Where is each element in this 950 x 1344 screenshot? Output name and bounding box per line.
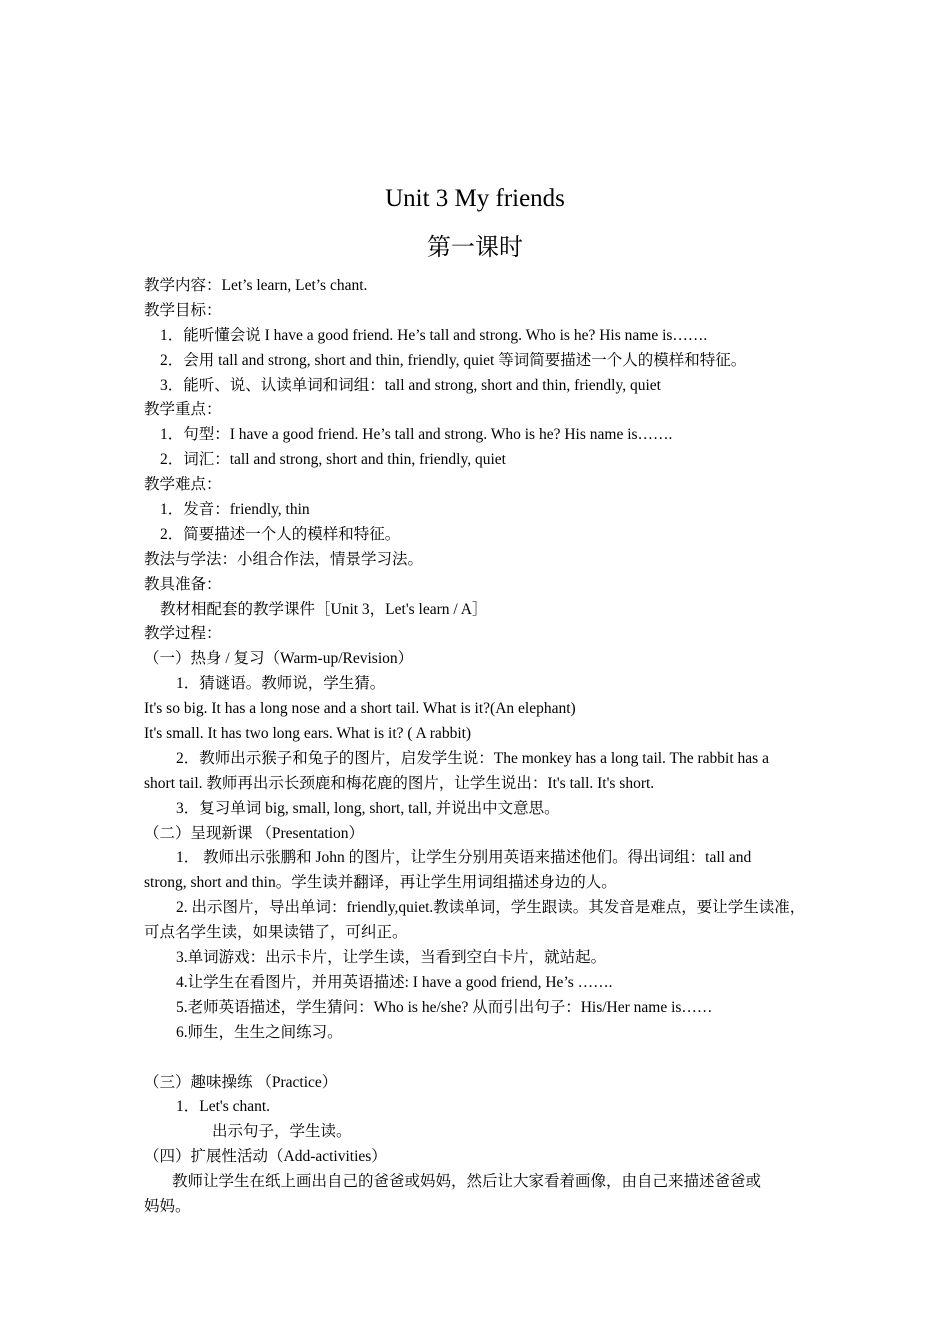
section-heading-objectives: 教学目标： [144, 301, 222, 319]
process-paragraph: 1． 教师出示张鹏和 John 的图片，让学生分别用英语来描述他们。得出词组：tall and [176, 849, 752, 867]
process-paragraph: 5.老师英语描述，学生猜问：Who is he/she? 从而引出句子：His/Her name is…… [176, 998, 713, 1016]
objective-item: 1．能听懂会说 I have a good friend. He’s tall and strong. Who is he? His name is……. [160, 326, 708, 344]
teaching-methods: 教法与学法：小组合作法，情景学习法。 [144, 550, 424, 568]
section-heading-difficulties: 教学难点： [144, 476, 222, 494]
step-heading-activities: （四）扩展性活动（Add-activities） [144, 1148, 387, 1166]
step-heading-presentation: （二）呈现新课 （Presentation） [144, 824, 364, 842]
process-paragraph: 1．猜谜语。教师说，学生猜。 [176, 675, 386, 693]
document-body [144, 274, 816, 1220]
process-paragraph: 1．Let's chant. [176, 1098, 271, 1116]
process-paragraph: 2．教师出示猴子和兔子的图片，启发学生说：The monkey has a long tail. The rabbit has a [176, 749, 769, 767]
process-paragraph: 教师让学生在纸上画出自己的爸爸或妈妈，然后让大家看着画像，由自己来描述爸爸或 [172, 1173, 762, 1191]
section-heading-key-points: 教学重点： [144, 401, 222, 419]
teaching-content: 教学内容：Let’s learn, Let’s chant. [144, 277, 368, 294]
document-subtitle: 第一课时 [427, 235, 523, 261]
step-heading-practice: （三）趣味操练 （Practice） [144, 1073, 338, 1091]
difficulty-item: 1．发音：friendly, thin [160, 501, 310, 519]
process-paragraph: It's small. It has two long ears. What is it? ( A rabbit) [144, 725, 472, 743]
objective-item: 3．能听、说、认读单词和词组：tall and strong, short and thin, friendly, quiet [160, 376, 661, 394]
document-title: Unit 3 My friends [385, 185, 565, 212]
process-paragraph: It's so big. It has a long nose and a short tail. What is it?(An elephant) [144, 700, 576, 718]
section-heading-process: 教学过程： [144, 625, 222, 643]
process-paragraph: 3.单词游戏：出示卡片，让学生读，当看到空白卡片，就站起。 [176, 949, 607, 967]
process-paragraph: 2. 出示图片，导出单词：friendly,quiet.教读单词，学生跟读。其发音是难点，要让学生读准， [176, 899, 806, 917]
process-paragraph: 出示句子，学生读。 [212, 1123, 352, 1141]
process-paragraph: 3．复习单词 big, small, long, short, tall, 并说出中文意思。 [176, 799, 560, 817]
process-paragraph: 可点名学生读，如果读错了，可纠正。 [144, 924, 408, 942]
materials-item: 教材相配套的教学课件［Unit 3，Let's learn / A］ [160, 600, 488, 618]
process-paragraph: 4.让学生在看图片，并用英语描述: I have a good friend, He’s ……. [176, 973, 613, 991]
step-heading-warmup: （一）热身 / 复习（Warm-up/Revision） [144, 650, 414, 668]
section-heading-materials: 教具准备： [144, 575, 222, 593]
difficulty-item: 2．简要描述一个人的模样和特征。 [160, 525, 401, 543]
objective-item: 2．会用 tall and strong, short and thin, friendly, quiet 等词简要描述一个人的模样和特征。 [160, 351, 747, 369]
process-paragraph: short tail. 教师再出示长颈鹿和梅花鹿的图片，让学生说出：It's tall. It's short. [144, 774, 655, 792]
blank-line [144, 1046, 816, 1071]
key-point-item: 1．句型：I have a good friend. He’s tall and strong. Who is he? His name is……. [160, 426, 673, 444]
process-paragraph: strong, short and thin。学生读并翻译，再让学生用词组描述身边的人。 [144, 874, 617, 892]
process-paragraph: 6.师生，生生之间练习。 [176, 1023, 343, 1041]
key-point-item: 2．词汇：tall and strong, short and thin, friendly, quiet [160, 451, 506, 469]
process-paragraph: 妈妈。 [144, 1197, 191, 1215]
